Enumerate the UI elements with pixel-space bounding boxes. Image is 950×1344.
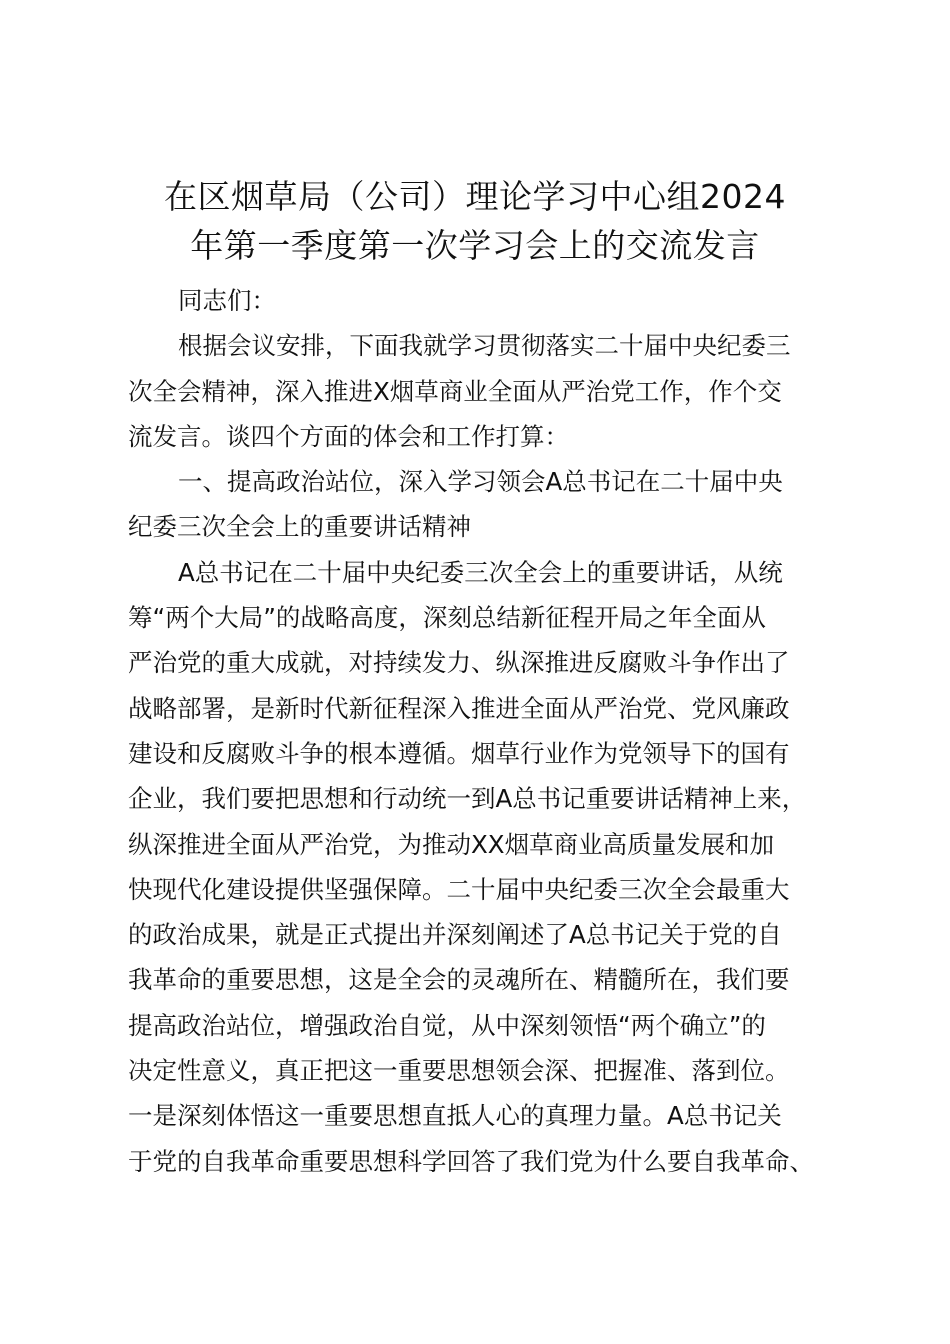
section-heading-line: 纪委三次全会上的重要讲话精神	[128, 512, 471, 542]
title-line-2: 年第一季度第一次学习会上的交流发言	[190, 226, 760, 265]
paragraph-line: 严治党的重大成就，对持续发力、纵深推进反腐败斗争作出了	[128, 648, 790, 678]
title-line-1: 在区烟草局（公司）理论学习中心组2024	[164, 177, 786, 216]
paragraph-line: 的政治成果，就是正式提出并深刻阐述了A总书记关于党的自	[128, 920, 782, 950]
paragraph-line: 提高政治站位，增强政治自觉，从中深刻领悟“两个确立”的	[128, 1010, 766, 1040]
paragraph-line: 快现代化建设提供坚强保障。二十届中央纪委三次全会最重大	[128, 874, 790, 904]
paragraph-line: 次全会精神，深入推进X烟草商业全面从严治党工作，作个交	[128, 376, 782, 406]
paragraph-line: 一是深刻体悟这一重要思想直抵人心的真理力量。A总书记关	[128, 1101, 782, 1131]
paragraph-line: 筹“两个大局”的战略高度，深刻总结新征程开局之年全面从	[128, 603, 766, 633]
salutation: 同志们：	[178, 286, 276, 315]
document-title	[120, 172, 830, 270]
paragraph-line: 决定性意义，真正把这一重要思想领会深、把握准、落到位。	[128, 1056, 790, 1086]
paragraph-line: 我革命的重要思想，这是全会的灵魂所在、精髓所在，我们要	[128, 965, 790, 995]
paragraph-line: 建设和反腐败斗争的根本遵循。烟草行业作为党领导下的国有	[128, 738, 790, 768]
paragraph-line: A总书记在二十届中央纪委三次全会上的重要讲话，从统	[178, 557, 783, 587]
paragraph-line: 根据会议安排，下面我就学习贯彻落实二十届中央纪委三	[178, 331, 791, 361]
paragraph-line: 流发言。谈四个方面的体会和工作打算：	[128, 421, 569, 451]
paragraph-line: 企业，我们要把思想和行动统一到A总书记重要讲话精神上来，	[128, 784, 807, 814]
paragraph-line: 战略部署，是新时代新征程深入推进全面从严治党、党风廉政	[128, 693, 790, 723]
section-heading-line: 一、提高政治站位，深入学习领会A总书记在二十届中央	[178, 467, 783, 497]
document-body	[128, 278, 848, 1184]
paragraph-line: 纵深推进全面从严治党，为推动XX烟草商业高质量发展和加	[128, 829, 775, 859]
paragraph-line: 于党的自我革命重要思想科学回答了我们党为什么要自我革命、	[128, 1146, 814, 1176]
